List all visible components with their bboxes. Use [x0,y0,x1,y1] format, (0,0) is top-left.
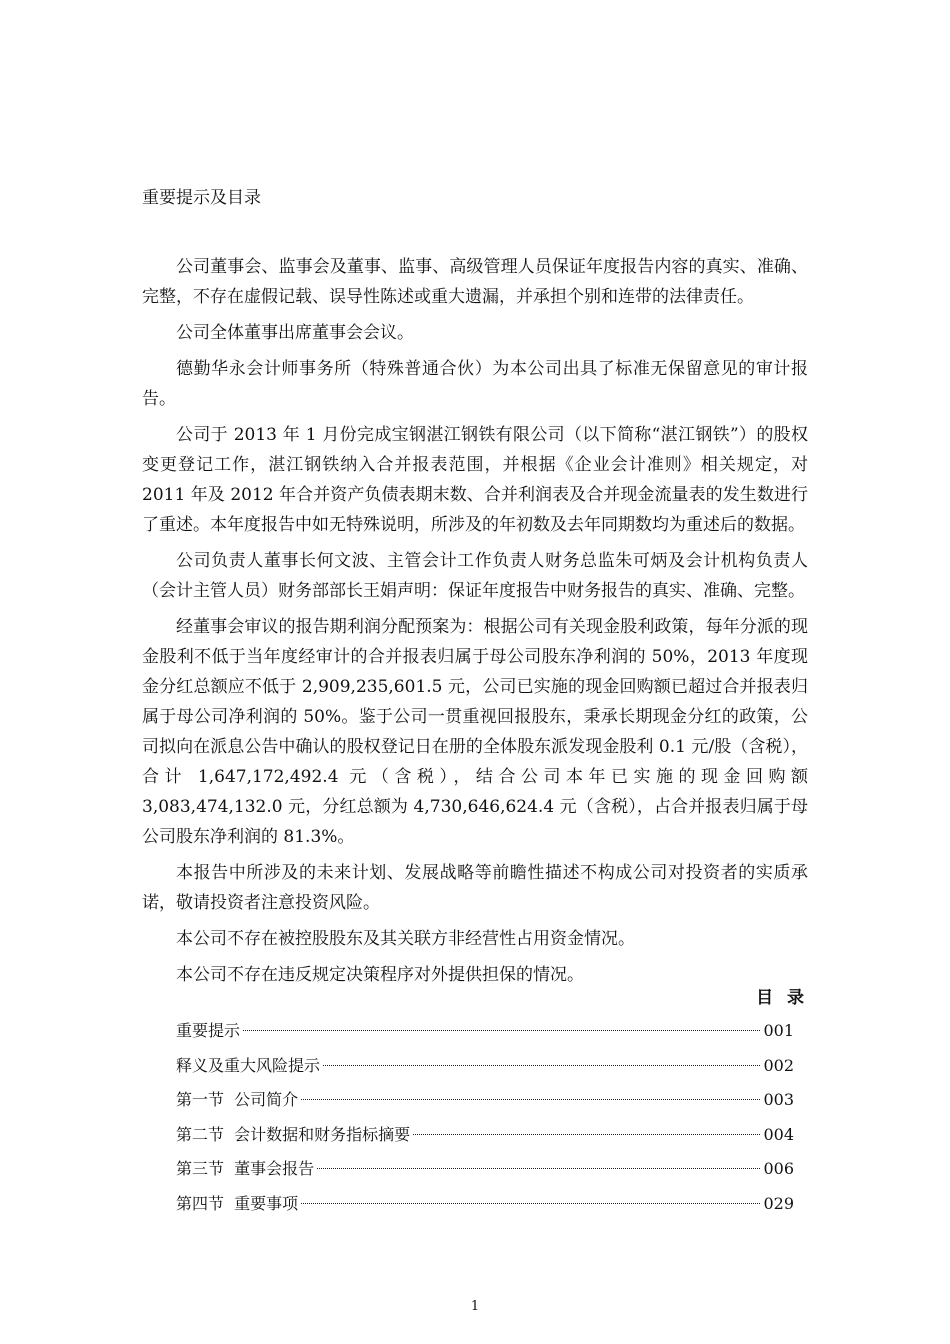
page-header: 重要提示及目录 [142,188,261,208]
toc-leader-dots [301,1203,760,1204]
paragraph-responsibility: 公司董事会、监事会及董事、监事、高级管理人员保证年度报告内容的真实、准确、完整，不存在虚假记载、误导性陈述或重大遗漏，并承担个别和连带的法律责任。 [142,257,808,307]
toc-item-page: 006 [763,1159,794,1178]
paragraph-guarantee: 本公司不存在违反规定决策程序对外提供担保的情况。 [176,965,584,985]
toc-item[interactable] [176,1122,794,1157]
toc-item-page: 029 [763,1193,794,1213]
table-of-contents [176,1018,794,1225]
toc-item[interactable] [176,1053,794,1088]
toc-item-label: 第一节 公司简介 [176,1090,299,1109]
paragraph-fund-occupation: 本公司不存在被控股股东及其关联方非经营性占用资金情况。 [176,929,635,949]
toc-item[interactable] [176,1087,794,1122]
toc-item-label: 第三节 董事会报告 [176,1159,315,1178]
toc-item-label: 第二节 会计数据和财务指标摘要 [176,1124,411,1144]
toc-item-label: 释义及重大风险提示 [176,1055,321,1075]
toc-leader-dots [323,1065,760,1066]
paragraph-audit: 德勤华永会计师事务所（特殊普通合伙）为本公司出具了标准无保留意见的审计报告。 [142,359,808,409]
paragraph-forward-looking: 本报告中所涉及的未来计划、发展战略等前瞻性描述不构成公司对投资者的实质承诺，敬请投资者注意投资风险。 [142,863,808,913]
page-number: 1 [470,1299,480,1314]
paragraph-profit-distribution: 经董事会审议的报告期利润分配预案为：根据公司有关现金股利政策，每年分派的现金股利不低于当年度经审计的合并报表归属于母公司股东净利润的 50%，2013 年度现金分红总额应不低于 2,909,235,601.5 元，公司已实施的现金回购额已超过合并报表归属于母公司净利润的 50%。鉴于公司一贯重视回报股东，秉承长期现金分红的政策，公司拟向在派息公告中确认的股权登记日在册的全体股东派发现金股利 0.1 元/股（含税），合计 1,647,172,492.4 元（含税），结合公司本年已实施的现金回购额 3,083,474,132.0 元，分红总额为 4,730,646,624.4 元（含税），占合并报表归属于母公司股东净利润的 81.3%。 [142,617,808,847]
toc-item-page: 002 [763,1055,794,1075]
toc-item-page: 003 [763,1090,794,1109]
toc-item[interactable] [176,1156,794,1191]
paragraph-restatement: 公司于 2013 年 1 月份完成宝钢湛江钢铁有限公司（以下简称“湛江钢铁”）的股权变更登记工作，湛江钢铁纳入合并报表范围，并根据《企业会计准则》相关规定，对 2011 年及 2012 年合并资产负债表期末数、合并利润表及合并现金流量表的发生数进行了重述。本年度报告中如无特殊说明，所涉及的年初数及去年同期数均为重述后的数据。 [142,425,808,535]
toc-title: 目 录 [756,988,808,1008]
toc-item-label: 重要提示 [176,1021,241,1040]
paragraph-attendance: 公司全体董事出席董事会会议。 [176,323,414,343]
toc-item-label: 第四节 重要事项 [176,1193,299,1213]
toc-leader-dots [243,1030,760,1031]
paragraph-declaration: 公司负责人董事长何文波、主管会计工作负责人财务总监朱可炳及会计机构负责人（会计主管人员）财务部部长王娟声明：保证年度报告中财务报告的真实、准确、完整。 [142,551,808,601]
toc-leader-dots [413,1134,760,1135]
toc-item-page: 001 [763,1021,794,1040]
toc-item-page: 004 [763,1124,794,1144]
toc-leader-dots [301,1099,760,1100]
toc-item[interactable] [176,1191,794,1226]
toc-leader-dots [317,1168,760,1169]
toc-item[interactable] [176,1018,794,1053]
notice-body [142,252,808,996]
